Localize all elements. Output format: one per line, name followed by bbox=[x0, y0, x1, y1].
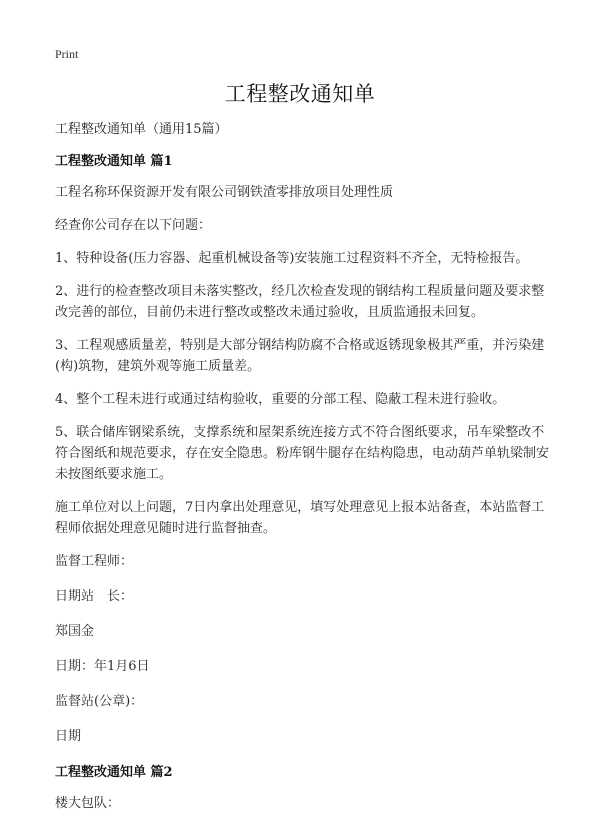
paragraph-issue-1: 1、特种设备(压力容器、起重机械设备等)安装施工过程资料不齐全，无特检报告。 bbox=[55, 251, 529, 266]
paragraph-issue-4: 4、整个工程未进行或通过结构验收，重要的分部工程、隐蔽工程未进行验收。 bbox=[55, 392, 506, 407]
document-subtitle: 工程整改通知单（通用15篇） bbox=[55, 122, 228, 137]
paragraph-issues-intro: 经查你公司存在以下问题： bbox=[55, 218, 212, 233]
signature-date-empty: 日期 bbox=[55, 729, 82, 744]
document-body bbox=[55, 118, 555, 826]
page-title: 工程整改通知单 bbox=[224, 82, 376, 106]
print-label[interactable]: Print bbox=[55, 47, 79, 61]
signature-date: 日期：年1月6日 bbox=[55, 659, 150, 674]
signature-name: 郑国金 bbox=[55, 624, 95, 639]
paragraph-response-requirement: 施工单位对以上问题，7日内拿出处理意见，填写处理意见上报本站备查，本站监督工程师依据处理意见随时进行监督抽查。 bbox=[55, 500, 545, 536]
paragraph-recipient: 楼大包队： bbox=[55, 796, 121, 811]
paragraph-issue-3: 3、工程观感质量差，特别是大部分钢结构防腐不合格或返锈现象极其严重，并污染建(构)筑物，建筑外观等施工质量差。 bbox=[55, 338, 545, 374]
signature-stamp: 监督站(公章)： bbox=[55, 694, 144, 709]
paragraph-issue-2: 2、进行的检查整改项目未落实整改，经几次检查发现的钢结构工程质量问题及要求整改完善的部位，目前仍未进行整改或整改未通过验收，且质监通报未回复。 bbox=[55, 284, 545, 320]
paragraph-project-name: 工程名称环保资源开发有限公司钢铁渣零排放项目处理性质 bbox=[55, 185, 394, 200]
paragraph-issue-5: 5、联合储库钢梁系统，支撑系统和屋架系统连接方式不符合图纸要求，吊车梁整改不符合图纸和规范要求，存在安全隐患。粉库钢牛腿存在结构隐患，电动葫芦单轨梁制安未按图纸要求施工。 bbox=[55, 425, 550, 482]
section-heading-1: 工程整改通知单 篇1 bbox=[55, 154, 173, 169]
signature-supervisor-engineer: 监督工程师： bbox=[55, 554, 134, 569]
signature-station-chief: 日期站 长： bbox=[55, 589, 134, 604]
section-heading-2: 工程整改通知单 篇2 bbox=[55, 765, 173, 780]
